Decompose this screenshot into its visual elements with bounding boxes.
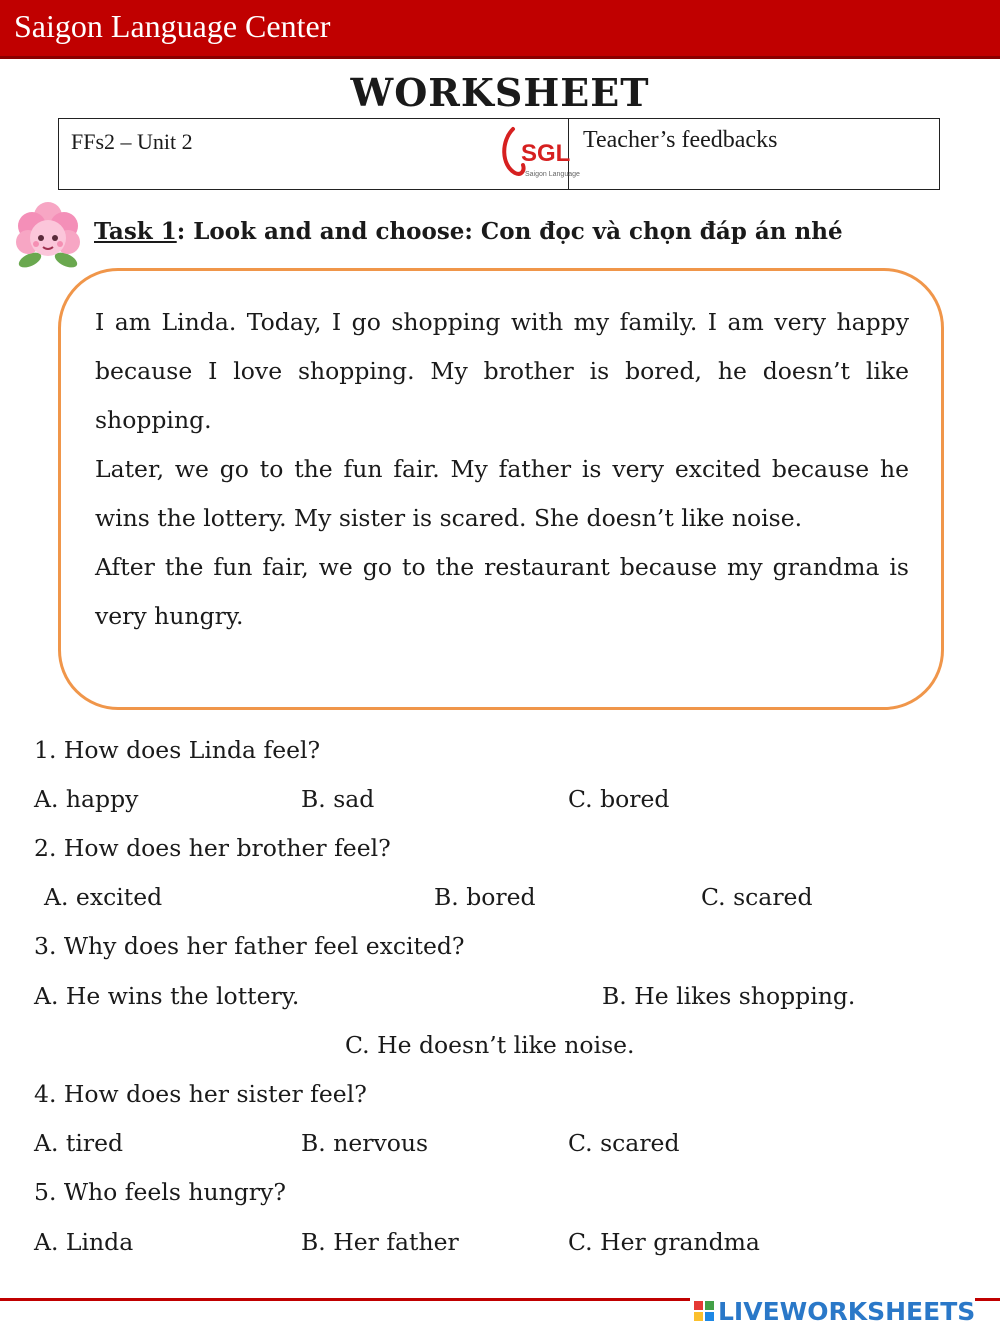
info-table — [58, 118, 940, 190]
task-heading — [94, 218, 843, 245]
question-5: 5. Who feels hungry? — [34, 1178, 286, 1206]
q2-option-a[interactable]: A. excited — [44, 883, 163, 911]
unit-cell — [59, 119, 580, 189]
q2-option-b[interactable]: B. bored — [434, 883, 536, 911]
reading-passage — [95, 298, 909, 641]
q3-option-c[interactable]: C. He doesn’t like noise. — [345, 1031, 635, 1059]
q4-option-c[interactable]: C. scared — [568, 1129, 680, 1157]
flower-mascot-icon — [10, 198, 86, 272]
liveworksheets-squares-icon — [694, 1301, 714, 1321]
sgl-logo-subtext: Saigon Language — [525, 171, 580, 178]
q3-option-b[interactable]: B. He likes shopping. — [602, 982, 856, 1010]
question-1: 1. How does Linda feel? — [34, 736, 321, 764]
unit-label: FFs2 – Unit 2 — [71, 129, 193, 154]
q5-option-b[interactable]: B. Her father — [301, 1228, 459, 1256]
passage-paragraph: After the fun fair, we go to the restaurant because my grandma is very hungry. — [95, 553, 909, 630]
liveworksheets-logo[interactable] — [690, 1296, 975, 1326]
worksheet-title: WORKSHEET — [350, 70, 650, 115]
teacher-feedback-label: Teacher’s feedbacks — [583, 127, 778, 153]
q2-option-c[interactable]: C. scared — [701, 883, 813, 911]
passage-paragraph: I am Linda. Today, I go shopping with my family. I am very happy because I love shopping. My brother is bored, he doesn’t like shopping. — [95, 308, 909, 434]
passage-paragraph: Later, we go to the fun fair. My father is very excited because he wins the lottery. My sister is scared. She doesn’t like noise. — [95, 455, 909, 532]
q3-option-a[interactable]: A. He wins the lottery. — [34, 982, 300, 1010]
q4-option-a[interactable]: A. tired — [34, 1129, 124, 1157]
brand-name: Saigon Language Center — [14, 8, 331, 44]
task-label: Task 1 — [94, 218, 177, 245]
q5-option-c[interactable]: C. Her grandma — [568, 1228, 760, 1256]
question-3: 3. Why does her father feel excited? — [34, 932, 465, 960]
sgl-logo-icon — [499, 121, 580, 187]
sgl-logo-text: SGL — [521, 140, 571, 167]
question-4: 4. How does her sister feel? — [34, 1080, 367, 1108]
task-instruction: : Look and and choose: Con đọc và chọn đáp án nhé — [176, 218, 843, 245]
q5-option-a[interactable]: A. Linda — [34, 1228, 134, 1256]
header-bar — [0, 0, 1000, 59]
q1-option-b[interactable]: B. sad — [301, 785, 375, 813]
q4-option-b[interactable]: B. nervous — [301, 1129, 429, 1157]
liveworksheets-brand: LIVEWORKSHEETS — [718, 1296, 976, 1326]
q1-option-a[interactable]: A. happy — [34, 785, 139, 813]
question-2: 2. How does her brother feel? — [34, 834, 391, 862]
q1-option-c[interactable]: C. bored — [568, 785, 670, 813]
